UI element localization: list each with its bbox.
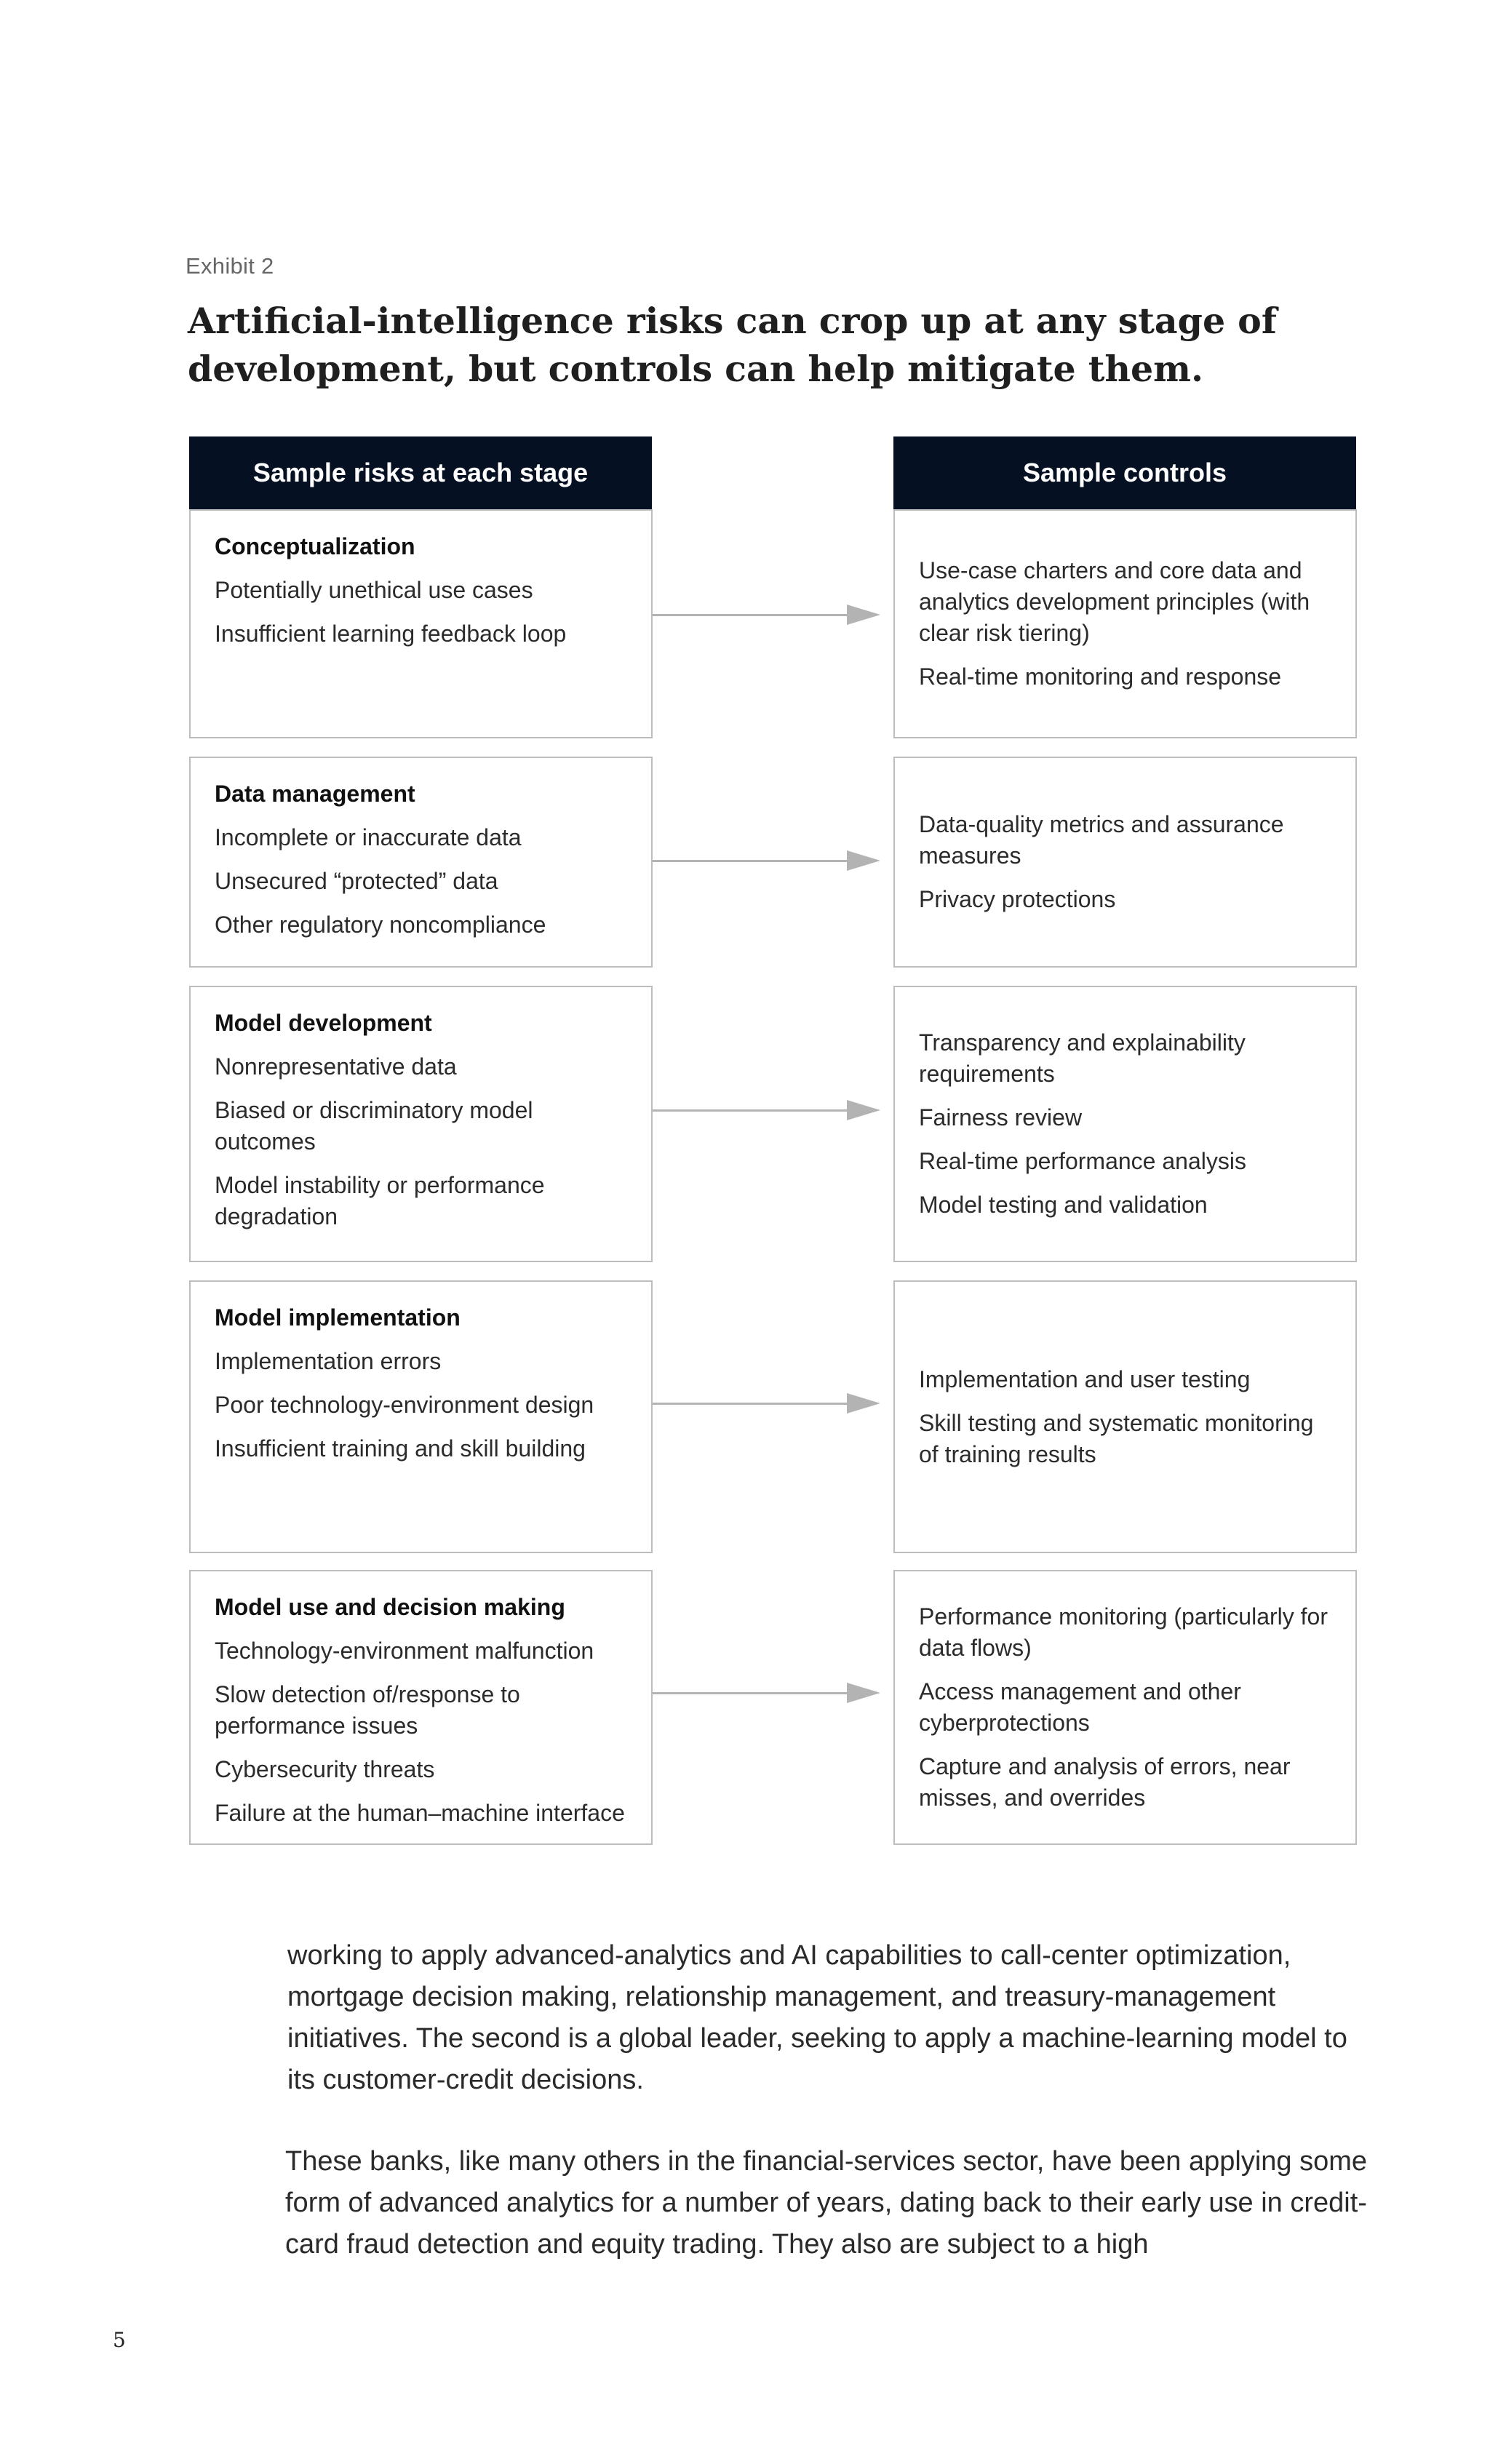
control-box-conceptualization bbox=[893, 509, 1357, 738]
risk-item: Unsecured “protected” data bbox=[215, 868, 498, 894]
risk-item: Model instability or performance degradation bbox=[215, 1172, 545, 1229]
arrow-line bbox=[653, 1403, 850, 1405]
control-item: Model testing and validation bbox=[919, 1192, 1208, 1218]
risk-item: Failure at the human–machine interface bbox=[215, 1800, 625, 1826]
arrow-line bbox=[653, 614, 850, 616]
risk-item: Incomplete or inaccurate data bbox=[215, 824, 522, 850]
risk-item: Other regulatory noncompliance bbox=[215, 912, 546, 938]
risks-column-header-label: Sample risks at each stage bbox=[252, 458, 589, 487]
arrow-line bbox=[653, 860, 850, 862]
stage-title: Model use and decision making bbox=[215, 1594, 565, 1620]
risks-column-header bbox=[189, 436, 652, 509]
stage-title: Model development bbox=[215, 1010, 432, 1036]
risk-item: Poor technology-environment design bbox=[215, 1392, 594, 1418]
stage-title: Model implementation bbox=[215, 1304, 461, 1331]
risk-box-conceptualization bbox=[189, 509, 653, 738]
arrow-line bbox=[653, 1692, 850, 1694]
risk-item: Slow detection of/response to performance issues bbox=[215, 1681, 520, 1739]
control-item: Capture and analysis of errors, near misses, and overrides bbox=[919, 1753, 1291, 1811]
page-number: 5 bbox=[113, 2328, 126, 2352]
risk-box-model-implementation bbox=[189, 1280, 653, 1553]
exhibit-label: Exhibit 2 bbox=[186, 253, 274, 279]
control-box-model-development bbox=[893, 986, 1357, 1262]
arrow-right-icon bbox=[847, 1100, 880, 1120]
risk-item: Potentially unethical use cases bbox=[215, 577, 533, 603]
body-paragraph-2: These banks, like many others in the financial-services sector, have been applying some form of advanced analytics for a number of years, dating back to their early use in credit-card fraud detection and equity trading. They also are subject to a high bbox=[285, 2146, 1368, 2260]
control-item: Skill testing and systematic monitoring of training results bbox=[919, 1409, 1314, 1467]
body-paragraph-1: working to apply advanced-analytics and AI capabilities to call-center optimization, mortgage decision making, relationship management, and treasury-management initiatives. The second is a global leader, seeking to apply a machine-learning model to its customer-credit decisions. bbox=[287, 1940, 1347, 2095]
control-box-model-use bbox=[893, 1570, 1357, 1845]
control-item: Use-case charters and core data and analytics development principles (with clear risk tiering) bbox=[919, 557, 1310, 646]
arrow-right-icon bbox=[847, 850, 880, 871]
stage-title: Data management bbox=[215, 781, 415, 807]
control-item: Access management and other cyberprotections bbox=[919, 1678, 1241, 1736]
control-item: Real-time performance analysis bbox=[919, 1148, 1246, 1174]
control-box-model-implementation bbox=[893, 1280, 1357, 1553]
risk-item: Biased or discriminatory model outcomes bbox=[215, 1097, 533, 1155]
risk-item: Cybersecurity threats bbox=[215, 1756, 435, 1782]
control-item: Transparency and explainability requirements bbox=[919, 1029, 1246, 1087]
controls-column-header bbox=[893, 436, 1356, 509]
arrow-right-icon bbox=[847, 1393, 880, 1414]
risk-item: Technology-environment malfunction bbox=[215, 1638, 594, 1664]
control-item: Performance monitoring (particularly for data flows) bbox=[919, 1603, 1328, 1661]
arrow-right-icon bbox=[847, 605, 880, 625]
control-item: Real-time monitoring and response bbox=[919, 663, 1282, 690]
risk-box-model-use bbox=[189, 1570, 653, 1845]
controls-column-header-label: Sample controls bbox=[1022, 458, 1227, 487]
control-box-data-management bbox=[893, 757, 1357, 968]
risk-box-model-development bbox=[189, 986, 653, 1262]
control-item: Implementation and user testing bbox=[919, 1365, 1251, 1392]
exhibit-title: Artificial-intelligence risks can crop up at any stage of development, but controls can help mitigate them. bbox=[188, 300, 1277, 390]
risk-item: Insufficient training and skill building bbox=[215, 1435, 586, 1462]
risk-box-data-management bbox=[189, 757, 653, 968]
control-item: Privacy protections bbox=[919, 886, 1116, 912]
control-item: Data-quality metrics and assurance measures bbox=[919, 811, 1284, 869]
arrow-right-icon bbox=[847, 1683, 880, 1703]
stage-title: Conceptualization bbox=[215, 533, 415, 559]
control-item: Fairness review bbox=[919, 1104, 1083, 1131]
arrow-line bbox=[653, 1109, 850, 1112]
risk-item: Implementation errors bbox=[215, 1348, 442, 1374]
risk-item: Insufficient learning feedback loop bbox=[215, 621, 567, 647]
risk-item: Nonrepresentative data bbox=[215, 1053, 457, 1080]
